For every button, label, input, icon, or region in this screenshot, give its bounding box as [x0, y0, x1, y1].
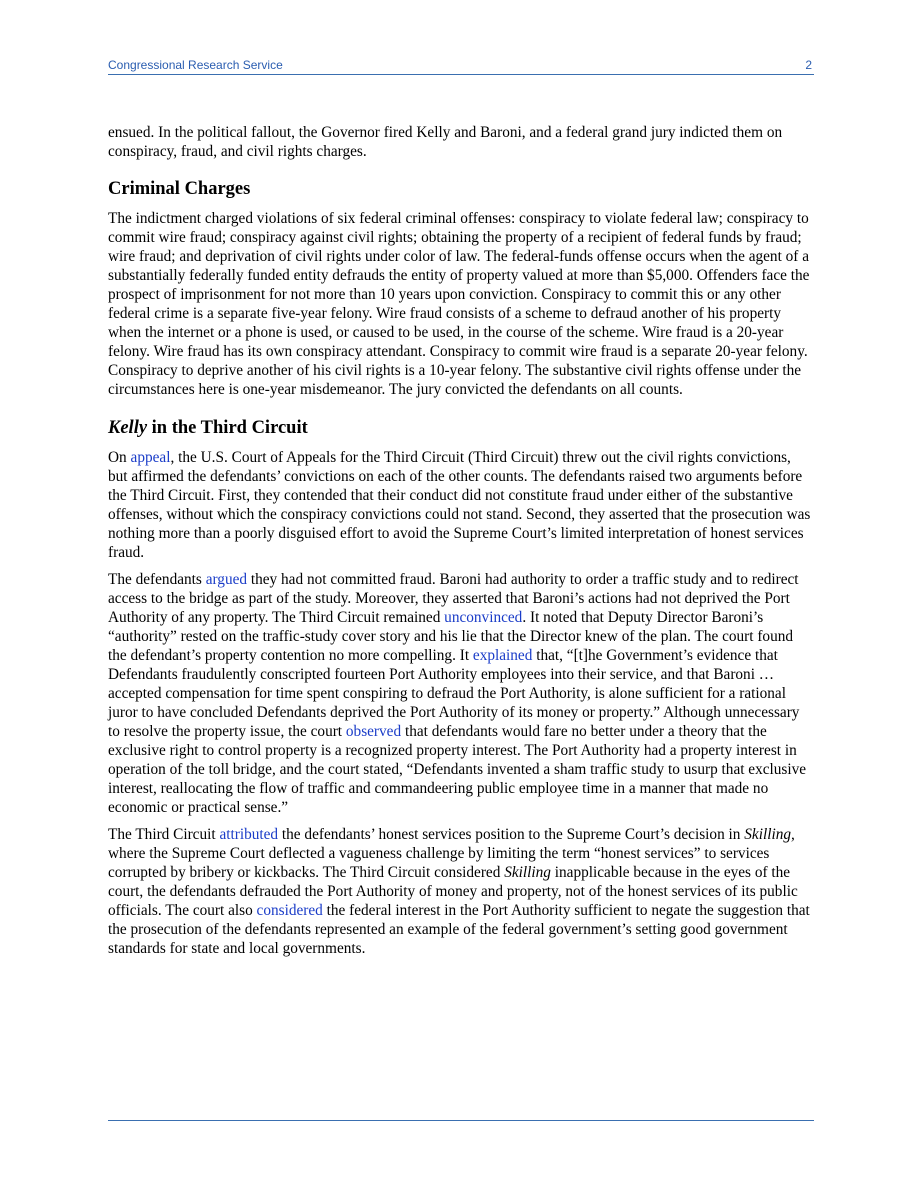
page-number: 2: [805, 58, 812, 72]
link-explained[interactable]: explained: [472, 647, 533, 664]
footer-divider: [108, 1120, 814, 1121]
link-considered[interactable]: considered: [256, 902, 323, 919]
case-name-skilling: Skilling: [504, 864, 551, 881]
page-header: [108, 58, 814, 75]
text-span: that, “[t]he Government’s evidence that Defendants fraudulently conscripted fourteen Port Authority employees into their service, and that Baroni … accepted compensation for time spent conspiring to defraud the Port Authority, is alone sufficient for a rational juror to have concluded Defendants deprived the Port Authority of its money or property.” Although unnecessary to resolve the property issue, the court: [108, 647, 800, 740]
paragraph-fraud-argument: [108, 570, 814, 817]
heading-kelly-third-circuit: [108, 417, 814, 439]
case-name-skilling: Skilling,: [744, 826, 795, 843]
heading-case-name: Kelly: [108, 418, 148, 438]
paragraph-criminal-charges: The indictment charged violations of six federal criminal offenses: conspiracy to violate federal law; conspiracy to commit wire fraud; conspiracy against civil rights; obtaining the property of a recipient of federal funds by fraud; wire fraud; and deprivation of civil rights under color of law. The federal-funds offense occurs when the agent of a substantially federally funded entity defrauds the entity of property valued at more than $5,000. Offenders face the prospect of imprisonment for not more than 10 years upon conviction. Conspiracy to commit this or any other federal crime is a separate five-year felony. Wire fraud consists of a scheme to defraud another of his property when the internet or a phone is used, or caused to be used, in the course of the scheme. Wire fraud is a 20-year felony. Wire fraud has its own conspiracy attendant. Conspiracy to commit wire fraud is a separate 20-year felony. Conspiracy to deprive another of his civil rights is a 10-year felony. The substantive civil rights offense under the circumstances here is one-year misdemeanor. The jury convicted the defendants on all counts.: [108, 210, 810, 398]
text-span: The defendants: [108, 571, 206, 588]
text-span: they had not committed fraud. Baroni had authority to order a traffic study and to redirect access to the bridge as part of the study. Moreover, they asserted that Baroni’s actions had not deprived the Port Authority of any property. The Third Circuit remained: [108, 571, 799, 626]
text-span: The Third Circuit: [108, 826, 220, 843]
link-attributed[interactable]: attributed: [219, 826, 279, 843]
text-span: On: [108, 449, 131, 466]
text-span: inapplicable because in the eyes of the court, the defendants defrauded the Port Authority of money and property, not of the honest services of its public officials. The court also: [108, 864, 798, 919]
text-span: , the U.S. Court of Appeals for the Third Circuit (Third Circuit) threw out the civil rights convictions, but affirmed the defendants’ convictions on each of the other counts. The defendants raised two arguments before the Third Circuit. First, they contended that their conduct did not constitute fraud under either of the substantive offenses, without which the conspiracy convictions could not stand. Second, they asserted that the prosecution was nothing more than a poorly disguised effort to avoid the Supreme Court’s limited interpretation of honest services fraud.: [108, 449, 811, 561]
document-body: [108, 123, 814, 966]
link-argued[interactable]: argued: [205, 571, 248, 588]
link-appeal[interactable]: appeal: [130, 449, 171, 466]
link-unconvinced[interactable]: unconvinced: [444, 609, 523, 626]
text-span: the defendants’ honest services position to the Supreme Court’s decision in: [278, 826, 745, 843]
text-span: . It noted that Deputy Director Baroni’s “authority” rested on the traffic-study cover story and his lie that the Director knew of the plan. The court found the defendant’s property contention no more compelling. It: [108, 609, 794, 664]
link-observed[interactable]: observed: [345, 723, 402, 740]
paragraph-intro: ensued. In the political fallout, the Governor fired Kelly and Baroni, and a federal grand jury indicted them on conspiracy, fraud, and civil rights charges.: [108, 124, 783, 160]
paragraph-appeal: [108, 448, 814, 562]
header-org-name: Congressional Research Service: [108, 58, 283, 72]
text-span: the federal interest in the Port Authority sufficient to negate the suggestion that the prosecution of the defendants represented an example of the federal government’s setting good government standards for state and local governments.: [108, 902, 810, 957]
text-span: that defendants would fare no better under a theory that the exclusive right to control property is a recognized property interest. The Port Authority had a property interest in operation of the toll bridge, and the court stated, “Defendants invented a sham traffic study to usurp that exclusive interest, reallocating the flow of traffic and commandeering public employee time in a manner that made no economic or practical sense.”: [108, 723, 807, 816]
text-span: where the Supreme Court deflected a vagueness challenge by limiting the term “honest services” to services corrupted by bribery or kickbacks. The Third Circuit considered: [108, 845, 770, 881]
heading-criminal-charges: Criminal Charges: [108, 179, 251, 199]
paragraph-honest-services: [108, 825, 814, 958]
heading-rest: in the Third Circuit: [147, 418, 308, 438]
